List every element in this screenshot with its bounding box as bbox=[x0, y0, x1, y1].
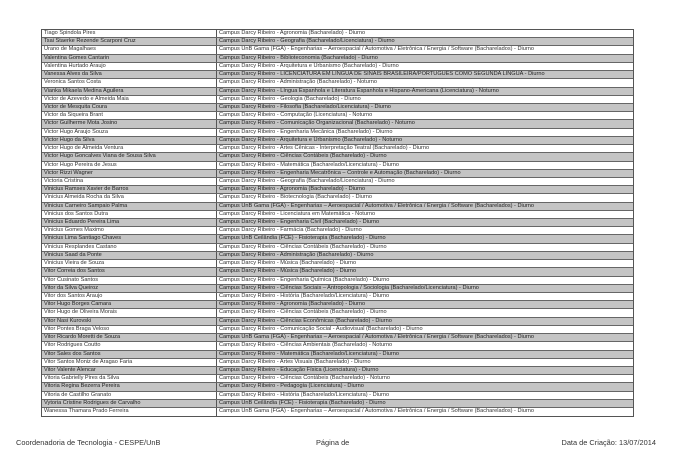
candidate-name-cell: Vinicius Saad da Ponte bbox=[42, 252, 217, 259]
candidate-name-cell: Vitoria Gabrielly Pires da Silva bbox=[42, 375, 217, 382]
course-cell: Campus Darcy Ribeiro - Geografia (Bacharelado/Licenciatura) - Diurno bbox=[219, 177, 395, 184]
table-row bbox=[42, 178, 633, 186]
course-cell: Campus Darcy Ribeiro - LICENCIATURA EM LÍNGUA DE SINAIS BRASILEIRA/PORTUGUÊS COMO SEGUNDA LÍNGUA - Diurno bbox=[219, 71, 545, 78]
candidate-name-cell: Vitor Ricardo Moretti de Souza bbox=[42, 334, 217, 341]
candidate-name-cell: Vitor dos Santos Araujo bbox=[42, 293, 217, 300]
table-row bbox=[42, 153, 633, 161]
candidate-name-cell: Valentina Hurtado Araujo bbox=[42, 63, 217, 70]
table-row bbox=[42, 293, 633, 301]
candidate-name-cell: Urano de Magalhaes bbox=[42, 46, 217, 53]
table-row bbox=[42, 367, 633, 375]
table-row bbox=[42, 211, 633, 219]
candidate-name-cell: Victor de Mesquita Coura bbox=[42, 104, 217, 111]
course-cell: Campus Darcy Ribeiro - Ciências Sociais – Antropologia / Sociologia (Bacharelado/Licenciatura) - Diurno bbox=[219, 284, 479, 291]
candidate-name-cell: Tsai Staerke Rezende Scarponi Cruz bbox=[42, 38, 217, 45]
course-cell: Campus Darcy Ribeiro - Ciências Contábeis (Bacharelado) - Noturno bbox=[219, 375, 390, 382]
table-row bbox=[42, 392, 633, 400]
table-row bbox=[42, 194, 633, 202]
candidate-name-cell: Vytoria Cristine Rodrigues de Carvalho bbox=[42, 400, 217, 407]
course-cell: Campus Darcy Ribeiro - História (Bacharelado/Licenciatura) - Diurno bbox=[219, 293, 390, 299]
table-row bbox=[42, 252, 633, 260]
course-cell: Campus Darcy Ribeiro - Arquitetura e Urbanismo (Bacharelado) - Noturno bbox=[219, 136, 403, 143]
table-row bbox=[42, 129, 633, 137]
candidate-name-cell: Vitor Valente Alencar bbox=[42, 367, 217, 374]
candidate-name-cell: Victoria Cristina bbox=[42, 178, 217, 185]
table-row bbox=[42, 79, 633, 87]
course-cell: Campus Darcy Ribeiro - Biblioteconomia (Bacharelado) - Diurno bbox=[219, 54, 378, 61]
candidate-name-cell: Victor de Azevedo e Almeida Maia bbox=[42, 96, 217, 103]
candidate-name-cell: Vitor da Silva Queiroz bbox=[42, 285, 217, 292]
course-cell: Campus Darcy Ribeiro - Ciências Contábeis (Bacharelado) - Diurno bbox=[219, 309, 387, 316]
course-cell: Campus Darcy Ribeiro - Educação Física (Licenciatura) - Diurno bbox=[219, 366, 379, 373]
candidate-name-cell: Vinicius Carneiro Sampaio Palma bbox=[42, 203, 217, 210]
course-cell: Campus Darcy Ribeiro - Língua Espanhola e Literatura Espanhola e Hispano-Americana (Licenciatura) - Noturno bbox=[219, 87, 499, 94]
table-row bbox=[42, 38, 633, 46]
course-cell: Campus UnB Ceilândia (FCE) - Fisioterapia (Bacharelado) - Diurno bbox=[219, 235, 386, 242]
candidate-name-cell: Victor da Siqueira Brant bbox=[42, 112, 217, 119]
course-cell: Campus UnB Gama (FGA) - Engenharias – Aeroespacial / Automotiva / Eletrônica / Energia / Software (Bacharelados) - Diurno bbox=[219, 202, 534, 209]
table-row bbox=[42, 203, 633, 211]
candidate-name-cell: Vitor Pontes Braga Veloso bbox=[42, 326, 217, 333]
candidate-name-cell: Vinicius Eduardo Pereira Lima bbox=[42, 219, 217, 226]
course-cell: Campus Darcy Ribeiro - Licenciatura em Matemática - Noturno bbox=[219, 210, 376, 217]
course-cell: Campus Darcy Ribeiro - Ciências Ambientais (Bacharelado) - Noturno bbox=[219, 342, 393, 349]
course-cell: Campus Darcy Ribeiro - Administração (Bacharelado) - Diurno bbox=[219, 251, 374, 258]
course-cell: Campus Darcy Ribeiro - Artes Cênicas - Interpretação Teatral (Bacharelado) - Diurno bbox=[219, 145, 430, 152]
course-cell: Campus Darcy Ribeiro - Música (Bacharelado) - Diurno bbox=[219, 260, 357, 267]
course-cell: Campus Darcy Ribeiro - Comunicação Organizacional (Bacharelado) - Noturno bbox=[219, 120, 415, 127]
candidate-name-cell: Victor Rizzi Wagner bbox=[42, 170, 217, 177]
candidate-name-cell: Vitoria de Castilho Granato bbox=[42, 392, 217, 399]
course-cell: Campus UnB Gama (FGA) - Engenharias – Aeroespacial / Automotiva / Eletrônica / Energia / Software (Bacharelados) - Diurno bbox=[219, 408, 534, 415]
table-row bbox=[42, 268, 633, 276]
table-row bbox=[42, 104, 633, 112]
table-row bbox=[42, 162, 633, 170]
table-row bbox=[42, 63, 633, 71]
table-row bbox=[42, 400, 633, 408]
table-row bbox=[42, 359, 633, 367]
candidate-name-cell: Vitor Santos Moniz de Aragao Faria bbox=[42, 359, 217, 366]
course-cell: Campus Darcy Ribeiro - Engenharia Mecatrônica – Controle e Automação (Bacharelado) - Diurno bbox=[219, 169, 461, 176]
course-cell: Campus Darcy Ribeiro - Arquitetura e Urbanismo (Bacharelado) - Diurno bbox=[219, 62, 399, 69]
candidate-name-cell: Vinicius Gomes Maximo bbox=[42, 227, 217, 234]
table-row bbox=[42, 351, 633, 359]
course-cell: Campus Darcy Ribeiro - Ciências Contábeis (Bacharelado) - Diurno bbox=[219, 153, 387, 160]
table-row bbox=[42, 326, 633, 334]
table-row bbox=[42, 244, 633, 252]
candidate-name-cell: Wanessa Thamara Prado Ferreira bbox=[42, 408, 217, 416]
course-cell: Campus Darcy Ribeiro - Agronomia (Bacharelado) - Diurno bbox=[219, 301, 366, 308]
candidate-name-cell: Veronica Santos Costa bbox=[42, 79, 217, 86]
table-row bbox=[42, 318, 633, 326]
candidate-name-cell: Vanessa Alves da Silva bbox=[42, 71, 217, 78]
footer-creation-date: Data de Criação: 13/07/2014 bbox=[561, 438, 656, 447]
course-cell: Campus Darcy Ribeiro - Artes Visuais (Bacharelado) - Diurno bbox=[219, 358, 371, 365]
course-cell: Campus Darcy Ribeiro - Biotecnologia (Bacharelado) - Diurno bbox=[219, 194, 372, 201]
table-row bbox=[42, 277, 633, 285]
candidate-name-cell: Vitor Hugo de Oliveira Morais bbox=[42, 309, 217, 316]
table-row bbox=[42, 88, 633, 96]
table-row bbox=[42, 96, 633, 104]
course-cell: Campus Darcy Ribeiro - Farmácia (Bacharelado) - Diurno bbox=[219, 227, 362, 234]
table-row bbox=[42, 186, 633, 194]
candidate-name-cell: Vinicius dos Santos Dutra bbox=[42, 211, 217, 218]
candidate-name-cell: Vinicius Vieira de Souza bbox=[42, 260, 217, 267]
candidate-name-cell: Victor Guilherme Mota Josino bbox=[42, 120, 217, 127]
course-cell: Campus Darcy Ribeiro - Ciências Contábeis (Bacharelado) - Diurno bbox=[219, 243, 387, 250]
course-cell: Campus Darcy Ribeiro - Matemática (Bacharelado/Licenciatura) - Diurno bbox=[219, 350, 400, 357]
course-cell: Campus UnB Gama (FGA) - Engenharias – Aeroespacial / Automotiva / Eletrônica / Energia / Software (Bacharelados) - Diurno bbox=[219, 334, 534, 341]
table-row bbox=[42, 145, 633, 153]
candidate-name-cell: Victor Hugo Goncalves Viana de Sousa Silva bbox=[42, 153, 217, 160]
candidate-name-cell: Vinicius Almeida Rocha da Silva bbox=[42, 194, 217, 201]
course-cell: Campus Darcy Ribeiro - Engenharia Civil (Bacharelado) - Diurno bbox=[219, 219, 380, 226]
table-row bbox=[42, 342, 633, 350]
table-row bbox=[42, 30, 633, 38]
table-row bbox=[42, 301, 633, 309]
course-cell: Campus Darcy Ribeiro - Ciências Econômicas (Bacharelado) - Diurno bbox=[219, 317, 392, 324]
candidate-name-cell: Vitor Nasi Kurovski bbox=[42, 318, 217, 325]
candidate-name-cell: Vinicius Ramses Xavier de Barros bbox=[42, 186, 217, 193]
table-row bbox=[42, 137, 633, 145]
course-cell: Campus UnB Ceilândia (FCE) - Fisioterapia (Bacharelado) - Diurno bbox=[219, 399, 386, 406]
candidate-name-cell: Vinicius Lima Santiago Chaves bbox=[42, 235, 217, 242]
course-cell: Campus Darcy Ribeiro - Música (Bacharelado) - Diurno bbox=[219, 268, 357, 275]
candidate-name-cell: Victor Hugo da Silva bbox=[42, 137, 217, 144]
course-cell: Campus Darcy Ribeiro - Filosofia (Bacharelado/Licenciatura) - Diurno bbox=[219, 103, 391, 110]
table-row bbox=[42, 235, 633, 243]
course-cell: Campus Darcy Ribeiro - Administração (Bacharelado) - Noturno bbox=[219, 79, 377, 86]
table-row bbox=[42, 170, 633, 178]
candidate-name-cell: Vitor Rodrigues Coutto bbox=[42, 342, 217, 349]
course-cell: Campus Darcy Ribeiro - História (Bacharelado/Licenciatura) - Diurno bbox=[219, 391, 390, 398]
course-cell: Campus Darcy Ribeiro - Agronomia (Bacharelado) - Diurno bbox=[219, 186, 366, 193]
table-row bbox=[42, 383, 633, 391]
candidate-name-cell: Vitor Sales dos Santos bbox=[42, 351, 217, 358]
table-row bbox=[42, 120, 633, 128]
candidate-name-cell: Vinicius Resplandes Castano bbox=[42, 244, 217, 251]
candidate-name-cell: Victor Hugo de Almeida Ventura bbox=[42, 145, 217, 152]
course-cell: Campus Darcy Ribeiro - Matemática (Bacharelado/Licenciatura) - Diurno bbox=[219, 161, 400, 168]
course-cell: Campus UnB Gama (FGA) - Engenharias – Aeroespacial / Automotiva / Eletrônica / Energia / Software (Bacharelados) - Diurno bbox=[219, 46, 534, 53]
candidate-name-cell: Vitoria Regina Bezerra Pereira bbox=[42, 383, 217, 390]
course-cell: Campus Darcy Ribeiro - Geografia (Bacharelado/Licenciatura) - Diurno bbox=[219, 38, 395, 45]
table-row bbox=[42, 334, 633, 342]
candidate-name-cell: Victor Hugo Pereira de Jesus bbox=[42, 162, 217, 169]
table-row bbox=[42, 309, 633, 317]
table-row bbox=[42, 112, 633, 120]
candidate-name-cell: Victor Hugo Araujo Souza bbox=[42, 129, 217, 136]
table-row bbox=[42, 46, 633, 54]
table-row bbox=[42, 408, 633, 416]
candidate-name-cell: Tiago Spindola Pires bbox=[42, 30, 217, 37]
results-table bbox=[41, 29, 634, 417]
course-cell: Campus Darcy Ribeiro - Agronomia (Bacharelado) - Diurno bbox=[219, 30, 366, 36]
table-row bbox=[42, 260, 633, 268]
footer-organization: Coordenadoria de Tecnologia - CESPE/UnB bbox=[16, 438, 161, 447]
footer-page-number: Página de bbox=[316, 438, 350, 447]
table-row bbox=[42, 219, 633, 227]
candidate-name-cell: Vianka Mikaela Medina Aguilera bbox=[42, 88, 217, 95]
table-row bbox=[42, 227, 633, 235]
table-row bbox=[42, 71, 633, 79]
table-row bbox=[42, 375, 633, 383]
course-cell: Campus Darcy Ribeiro - Geologia (Bacharelado) - Diurno bbox=[219, 95, 361, 102]
table-row bbox=[42, 285, 633, 293]
candidate-name-cell: Vitor Cusinato Santos bbox=[42, 277, 217, 284]
course-cell: Campus Darcy Ribeiro - Computação (Licenciatura) - Noturno bbox=[219, 112, 373, 119]
candidate-name-cell: Vitor Hugo Borges Camara bbox=[42, 301, 217, 308]
candidate-name-cell: Vitor Correia dos Santos bbox=[42, 268, 217, 275]
course-cell: Campus Darcy Ribeiro - Engenharia Química (Bacharelado) - Diurno bbox=[219, 276, 390, 283]
course-cell: Campus Darcy Ribeiro - Pedagogia (Licenciatura) - Diurno bbox=[219, 383, 364, 390]
course-cell: Campus Darcy Ribeiro - Comunicação Social - Audiovisual (Bacharelado) - Diurno bbox=[219, 325, 423, 332]
course-cell: Campus Darcy Ribeiro - Engenharia Mecânica (Bacharelado) - Diurno bbox=[219, 128, 393, 135]
candidate-name-cell: Valentina Gomes Cantarin bbox=[42, 55, 217, 62]
table-row bbox=[42, 55, 633, 63]
